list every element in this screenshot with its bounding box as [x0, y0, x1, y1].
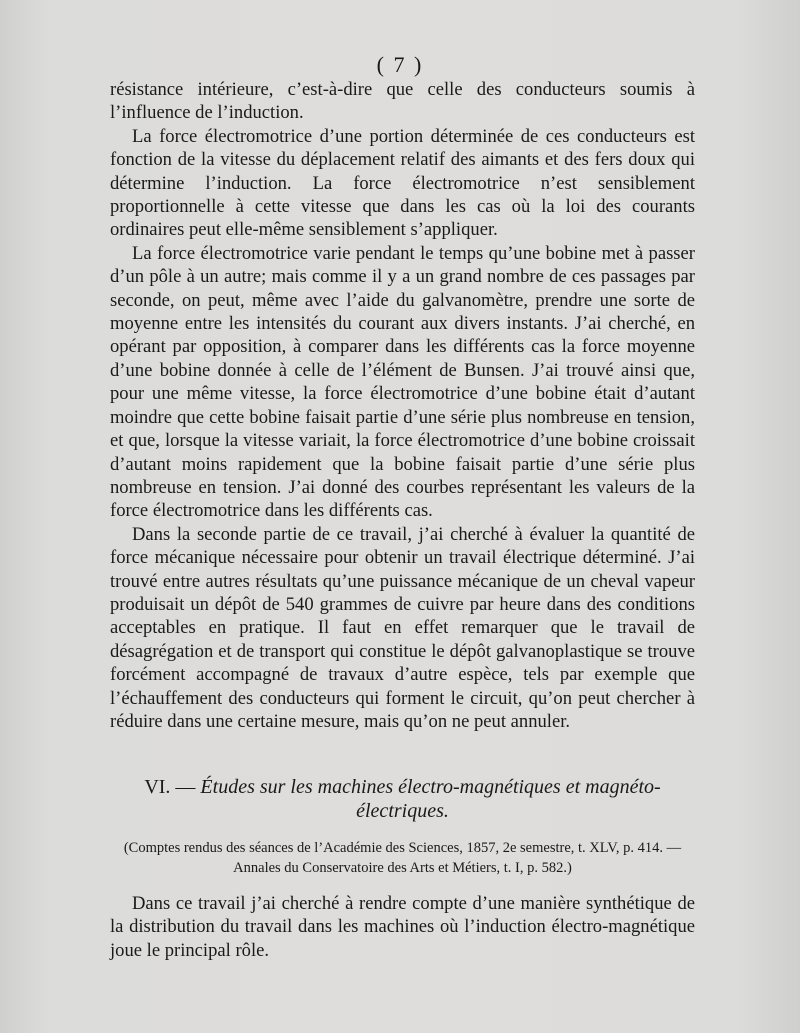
paragraph: Dans la seconde partie de ce travail, j’ai cherché à évaluer la quantité de force mécanique nécessaire pour obtenir un travail électrique déterminé. J’ai trouvé entre autres résultats qu’une puissance mécanique de un cheval vapeur produisait un dépôt de 540 grammes de cuivre par heure dans des conditions acceptables en pratique. Il faut en effet remarquer que le travail de désagrégation et de transport qui constitue le dépôt galvanoplastique se trouve forcément accompagné de travaux d’autre espèce, tels par exemple que l’échauffement des conducteurs qui forment le circuit, qu’on peut chercher à réduire dans une certaine mesure, mais qu’on ne peut annuler.: [110, 523, 695, 732]
section-heading: [110, 775, 695, 823]
citation: [110, 838, 695, 878]
body-text: [110, 78, 695, 733]
paragraph: La force électromotrice varie pendant le temps qu’une bobine met à passer d’un pôle à un autre; mais comme il y a un grand nombre de ces passages par seconde, on peut, même avec l’aide du galvanomètre, prendre une sorte de moyenne entre les intensités du courant aux divers instants. J’ai cherché, en opérant par opposition, à comparer dans les différents cas la force moyenne d’une bobine donnée à celle de l’élément de Bunsen. J’ai trouvé ainsi que, pour une même vitesse, la force électromotrice d’une bobine était d’autant moindre que cette bobine faisait partie d’une série plus nombreuse en tension, et que, lorsque la vitesse variait, la force électromotrice d’une bobine croissait d’autant moins rapidement que la bobine faisait partie d’une série plus nombreuse en tension. J’ai donné des courbes représentant les valeurs de la force électromotrice dans les différents cas.: [110, 242, 695, 522]
page-number: ( 7 ): [376, 52, 424, 77]
citation-line: Annales du Conservatoire des Arts et Métiers, t. I, p. 582.): [233, 860, 572, 876]
paragraph: résistance intérieure, c’est-à-dire que celle des conducteurs soumis à l’influence de l’induction.: [110, 79, 695, 124]
paragraph: Dans ce travail j’ai cherché à rendre compte d’une manière synthétique de la distribution du travail dans les machines où l’induction électro-magnétique joue le principal rôle.: [110, 893, 695, 961]
section-number: VI. —: [144, 776, 201, 798]
section-title: Études sur les machines électro-magnétiques et magnéto-électriques.: [200, 776, 661, 822]
final-text: [110, 892, 695, 962]
paragraph: La force électromotrice d’une portion déterminée de ces conducteurs est fonction de la vitesse du déplacement relatif des aimants et des fers doux qui détermine l’induction. La force électromotrice n’est sensiblement proportionnelle à cette vitesse que dans les cas où la loi des courants ordinaires peut elle-même sensiblement s’appliquer.: [110, 125, 695, 241]
citation-line: (Comptes rendus des séances de l’Académie des Sciences, 1857, 2e semestre, t. XLV, p. 414. —: [123, 840, 682, 856]
